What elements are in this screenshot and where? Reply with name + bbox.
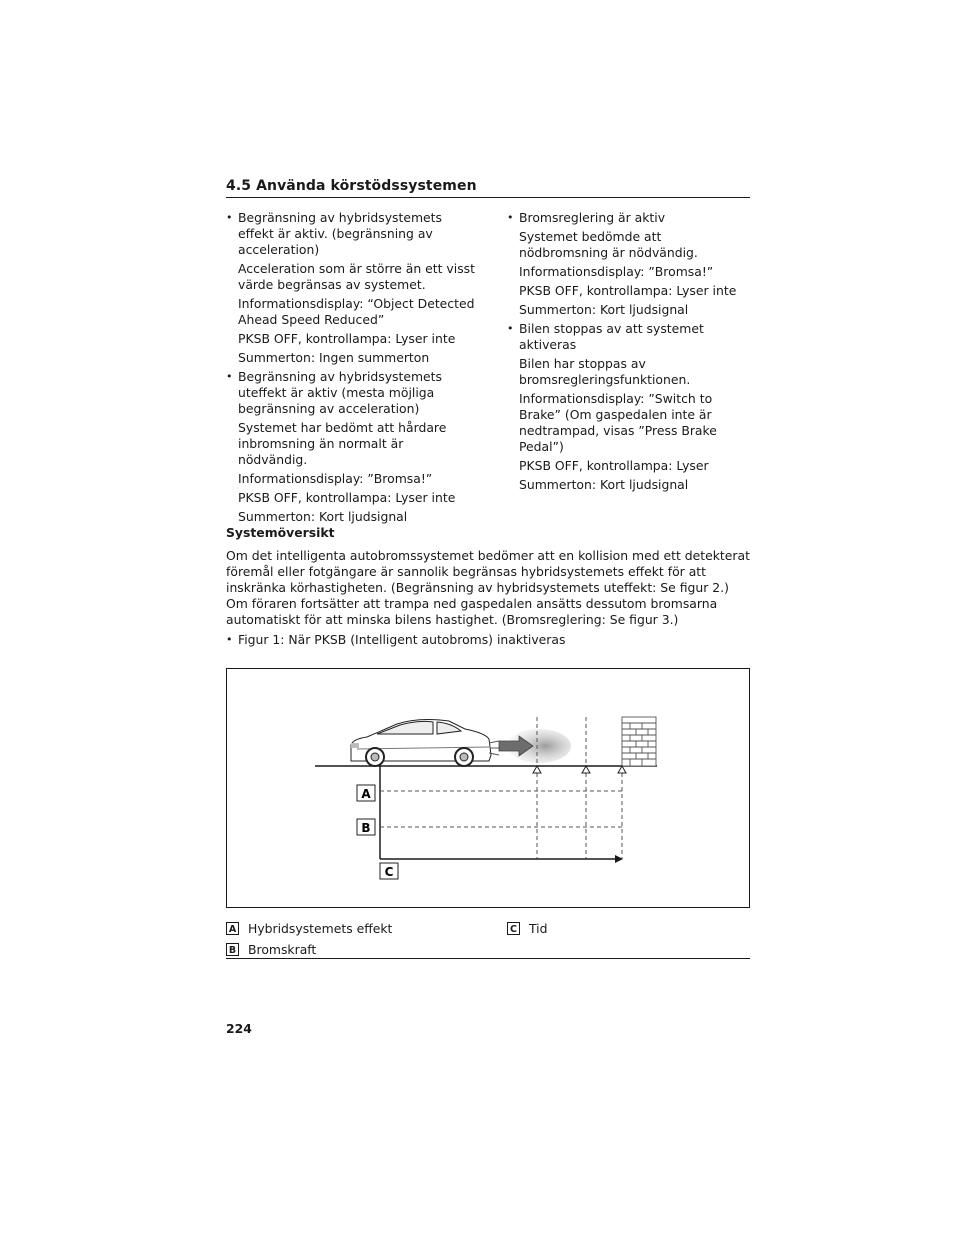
- wall-icon: [622, 717, 656, 766]
- list-item-bullet: • Begränsning av hybridsystemets uteffekt är aktiv (mesta möjliga begränsning av acceleration): [226, 369, 476, 417]
- legend-left: [226, 918, 392, 960]
- marker-triangle: [582, 766, 590, 773]
- list-item-text: Informationsdisplay: ”Bromsa!”: [519, 264, 714, 279]
- list-item-text: Summerton: Kort ljudsignal: [238, 509, 408, 524]
- svg-text:A: A: [361, 787, 371, 801]
- list-item-bullet: • Begränsning av hybridsystemets effekt är aktiv. (begränsning av acceleration): [226, 210, 476, 258]
- list-item-text: Bilen har stoppas av bromsregleringsfunktionen.: [519, 356, 691, 387]
- page-number: 224: [226, 1021, 252, 1036]
- list-item-bullet: • Bilen stoppas av att systemet aktiveras: [507, 321, 752, 353]
- list-item-text: PKSB OFF, kontrollampa: Lyser inte: [519, 283, 737, 298]
- legend-text: Hybridsystemets effekt: [248, 920, 393, 936]
- list-item-text: Systemet har bedömt att hårdare inbromsning än normalt är nödvändig.: [238, 420, 447, 467]
- axis-arrowhead: [615, 855, 623, 863]
- bottom-rule: [226, 958, 750, 959]
- left-column: [226, 210, 476, 528]
- legend-badge: A: [226, 922, 239, 935]
- right-column: [507, 210, 752, 496]
- legend-badge: C: [507, 922, 520, 935]
- figure-1: [226, 668, 750, 908]
- marker-triangle: [618, 766, 626, 773]
- list-item-text: Summerton: Ingen summerton: [238, 350, 430, 365]
- list-item-text: Informationsdisplay: “Object Detected Ahead Speed Reduced”: [238, 296, 475, 327]
- legend-text: Tid: [529, 920, 548, 936]
- list-item-text: Informationsdisplay: ”Bromsa!”: [238, 471, 433, 486]
- list-item-text: PKSB OFF, kontrollampa: Lyser: [519, 458, 709, 473]
- overview-title: Systemöversikt: [226, 525, 335, 540]
- figure-caption-bullet: • Figur 1: När PKSB (Intelligent autobroms) inaktiveras: [226, 632, 750, 648]
- list-item-text: Acceleration som är större än ett visst värde begränsas av systemet.: [238, 261, 475, 292]
- legend-text: Bromskraft: [248, 941, 317, 957]
- overview-paragraph: Om det intelligenta autobromssystemet bedömer att en kollision med ett detekterat föremål eller fotgängare är sannolik begränsas hybridsystemets effekt för att inskränka körhastigheten. (Begränsning av hybridsystemets uteffekt: Se figur 2.) Om föraren fortsätter att trampa ned gaspedalen ansätts dessutom bromsarna automatiskt för att minska bilens hastighet. (Bromsreglering: Se figur 3.): [226, 548, 750, 627]
- svg-text:C: C: [384, 865, 394, 879]
- legend-right: [507, 918, 548, 939]
- figure-diagram: [227, 669, 751, 909]
- marker-triangle: [533, 766, 541, 773]
- label-c: [380, 863, 398, 879]
- list-item-text: PKSB OFF, kontrollampa: Lyser inte: [238, 490, 456, 505]
- legend-item: [226, 939, 392, 960]
- legend-item: [507, 918, 548, 939]
- legend-badge: B: [226, 943, 239, 956]
- label-a: [357, 785, 375, 801]
- list-item-bullet: • Bromsreglering är aktiv: [507, 210, 752, 226]
- car-icon: [351, 720, 499, 766]
- list-item-text: Systemet bedömde att nödbromsning är nödvändig.: [519, 229, 698, 260]
- list-item-text: Informationsdisplay: ”Switch to Brake” (Om gaspedalen inte är nedtrampad, visas ”Press Brake Pedal”): [519, 391, 717, 454]
- svg-text:B: B: [361, 821, 371, 835]
- legend-item: [226, 918, 392, 939]
- label-b: [357, 819, 375, 835]
- list-item-text: Summerton: Kort ljudsignal: [519, 477, 689, 492]
- list-item-text: PKSB OFF, kontrollampa: Lyser inte: [238, 331, 456, 346]
- section-header: 4.5 Använda körstödssystemen: [226, 178, 750, 198]
- list-item-text: Summerton: Kort ljudsignal: [519, 302, 689, 317]
